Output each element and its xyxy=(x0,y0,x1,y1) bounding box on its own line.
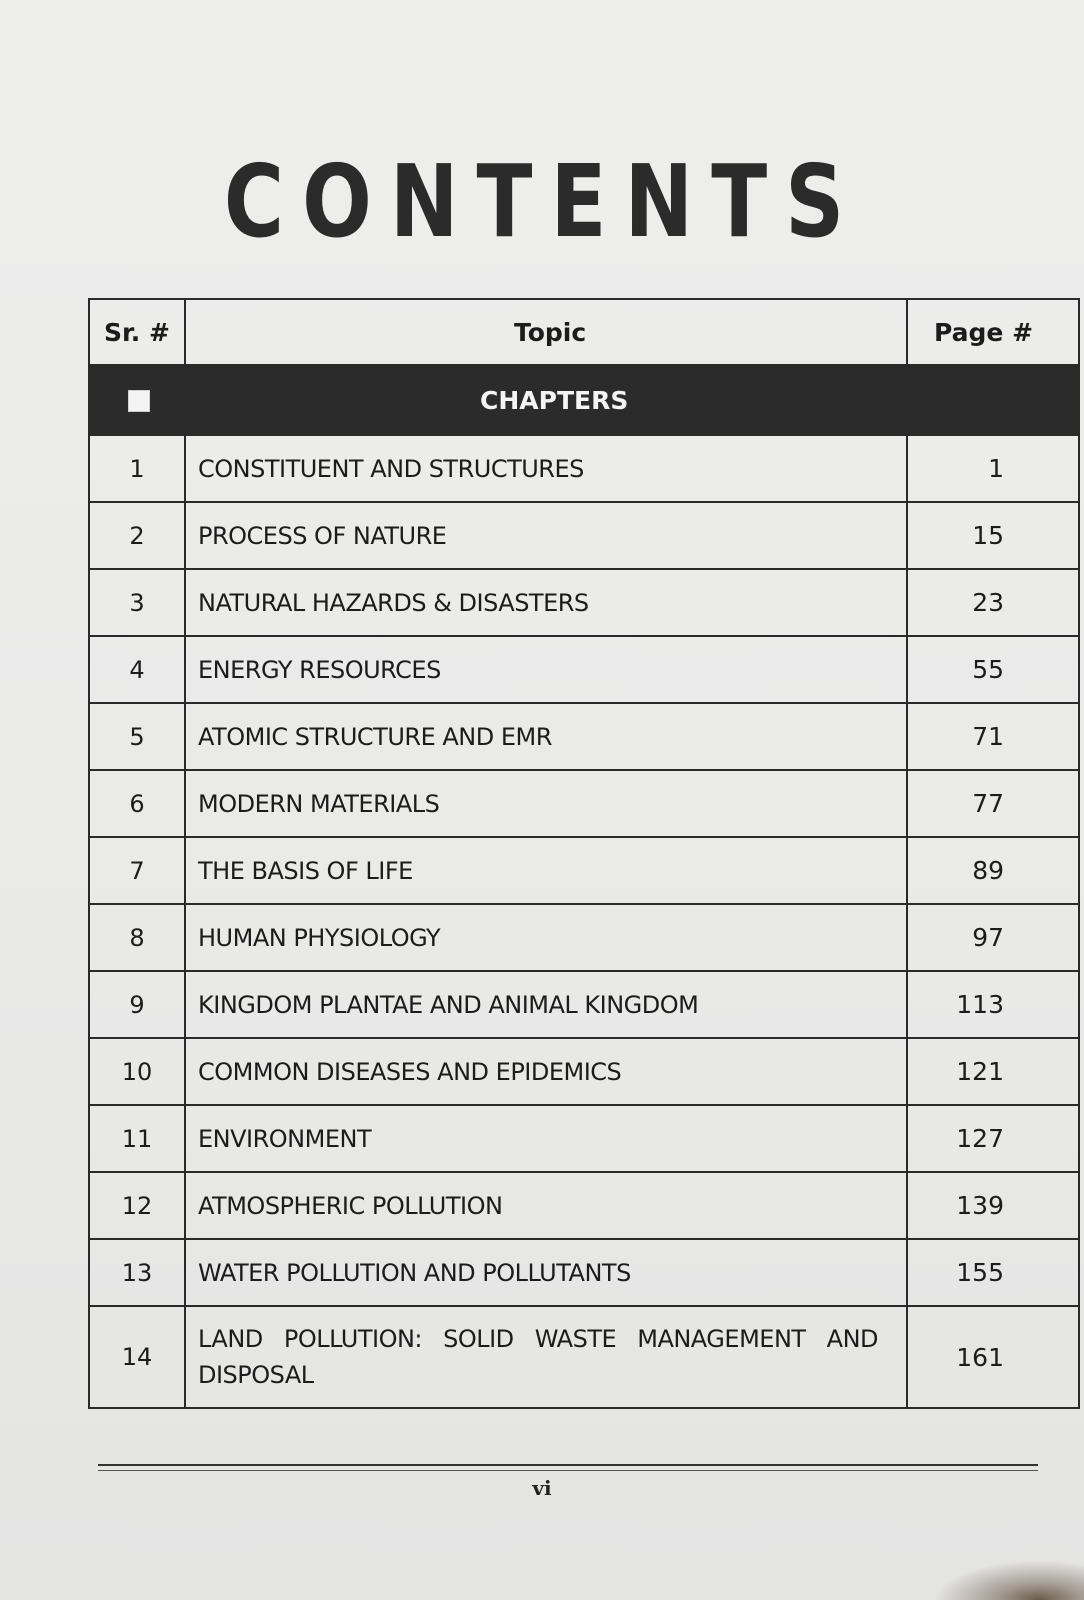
row-sr: 10 xyxy=(89,1038,185,1105)
row-page: 155 xyxy=(907,1239,1079,1306)
row-sr: 9 xyxy=(89,971,185,1038)
row-sr: 11 xyxy=(89,1105,185,1172)
table-header-row xyxy=(89,299,1079,365)
table-row xyxy=(89,435,1079,502)
row-page: 15 xyxy=(907,502,1079,569)
row-sr: 13 xyxy=(89,1239,185,1306)
row-topic: ATOMIC STRUCTURE AND EMR xyxy=(185,703,907,770)
row-page: 113 xyxy=(907,971,1079,1038)
row-sr: 8 xyxy=(89,904,185,971)
table-row xyxy=(89,1239,1079,1306)
row-sr: 5 xyxy=(89,703,185,770)
page-number: vi xyxy=(532,1476,552,1500)
row-page: 77 xyxy=(907,770,1079,837)
row-topic: KINGDOM PLANTAE AND ANIMAL KINGDOM xyxy=(185,971,907,1038)
section-cell xyxy=(89,365,1079,435)
row-topic: COMMON DISEASES AND EPIDEMICS xyxy=(185,1038,907,1105)
row-page: 161 xyxy=(907,1306,1079,1408)
photo-corner-shadow xyxy=(934,1560,1084,1600)
row-page: 23 xyxy=(907,569,1079,636)
row-page: 139 xyxy=(907,1172,1079,1239)
row-topic: MODERN MATERIALS xyxy=(185,770,907,837)
table-row xyxy=(89,703,1079,770)
row-page: 127 xyxy=(907,1105,1079,1172)
table-row xyxy=(89,971,1079,1038)
row-page: 89 xyxy=(907,837,1079,904)
section-row-chapters xyxy=(89,365,1079,435)
row-topic: CONSTITUENT AND STRUCTURES xyxy=(185,435,907,502)
table-row xyxy=(89,636,1079,703)
row-page: 97 xyxy=(907,904,1079,971)
table-row xyxy=(89,770,1079,837)
row-page: 71 xyxy=(907,703,1079,770)
table-row xyxy=(89,837,1079,904)
row-topic: ENVIRONMENT xyxy=(185,1105,907,1172)
contents-table xyxy=(88,298,1080,1409)
table-row xyxy=(89,1038,1079,1105)
row-topic: WATER POLLUTION AND POLLUTANTS xyxy=(185,1239,907,1306)
table-row xyxy=(89,1105,1079,1172)
header-topic: Topic xyxy=(185,299,907,365)
row-topic: ATMOSPHERIC POLLUTION xyxy=(185,1172,907,1239)
row-page: 1 xyxy=(907,435,1079,502)
row-sr: 4 xyxy=(89,636,185,703)
row-sr: 3 xyxy=(89,569,185,636)
row-topic: NATURAL HAZARDS & DISASTERS xyxy=(185,569,907,636)
table-row xyxy=(89,502,1079,569)
row-topic xyxy=(185,1306,907,1408)
row-page: 121 xyxy=(907,1038,1079,1105)
page-title: CONTENTS xyxy=(223,143,863,260)
checkbox-square-icon xyxy=(128,390,150,412)
row-topic: ENERGY RESOURCES xyxy=(185,636,907,703)
header-sr: Sr. # xyxy=(89,299,185,365)
row-topic: PROCESS OF NATURE xyxy=(185,502,907,569)
row-topic: HUMAN PHYSIOLOGY xyxy=(185,904,907,971)
section-label: CHAPTERS xyxy=(480,386,629,415)
table-row xyxy=(89,1306,1079,1408)
row-sr: 6 xyxy=(89,770,185,837)
row-sr: 12 xyxy=(89,1172,185,1239)
row-sr: 14 xyxy=(89,1306,185,1408)
row-sr: 1 xyxy=(89,435,185,502)
table-row xyxy=(89,904,1079,971)
row-sr: 2 xyxy=(89,502,185,569)
header-page: Page # xyxy=(907,299,1079,365)
row-page: 55 xyxy=(907,636,1079,703)
row-topic: THE BASIS OF LIFE xyxy=(185,837,907,904)
row-topic-text: LAND POLLUTION: SOLID WASTE MANAGEMENT AND DISPOSAL xyxy=(198,1325,878,1389)
footer-rule-thin xyxy=(98,1470,1038,1471)
table-row xyxy=(89,1172,1079,1239)
table-row xyxy=(89,569,1079,636)
row-sr: 7 xyxy=(89,837,185,904)
footer-rule xyxy=(98,1464,1038,1466)
